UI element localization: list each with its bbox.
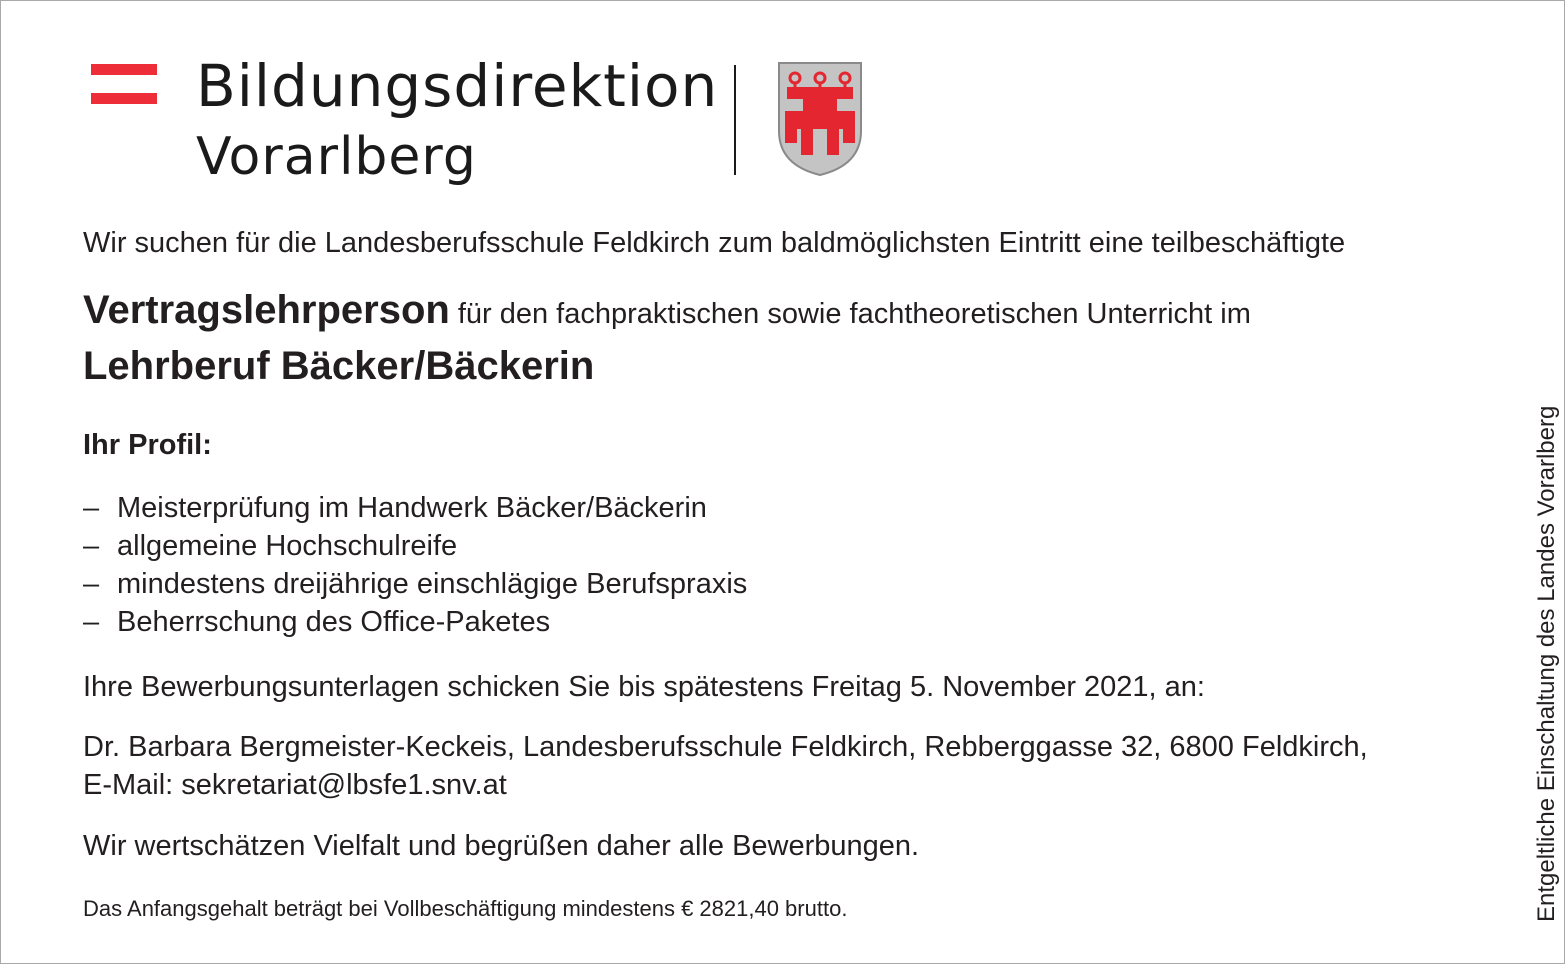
list-marker: –: [83, 492, 100, 524]
contact-address: Dr. Barbara Bergmeister-Keckeis, Landesberufsschule Feldkirch, Rebberggasse 32, 6800 Feldkirch,: [83, 731, 1368, 763]
position-title: Vertragslehrperson: [83, 288, 450, 332]
requirement-text: allgemeine Hochschulreife: [117, 530, 458, 562]
profession-title: Lehrberuf Bäcker/Bäckerin: [83, 344, 595, 388]
intro-text: Wir suchen für die Landesberufsschule Feldkirch zum baldmöglichsten Eintritt eine teilbeschäftigte: [83, 227, 1346, 259]
list-item: [83, 527, 747, 565]
organization-name: Bildungsdirektion: [196, 52, 719, 120]
list-item: [83, 489, 747, 527]
austrian-flag-icon: [91, 64, 157, 104]
requirement-text: Beherrschung des Office-Paketes: [117, 606, 551, 638]
vorarlberg-coat-of-arms-icon: [777, 61, 863, 177]
organization-region: Vorarlberg: [196, 127, 477, 187]
requirement-text: mindestens dreijährige einschlägige Berufspraxis: [117, 568, 748, 600]
list-marker: –: [83, 568, 100, 600]
list-item: [83, 565, 747, 603]
contact-email: E-Mail: sekretariat@lbsfe1.snv.at: [83, 769, 507, 801]
position-detail: für den fachpraktischen sowie fachtheoretischen Unterricht im: [457, 298, 1251, 330]
application-deadline: Ihre Bewerbungsunterlagen schicken Sie bis spätestens Freitag 5. November 2021, an:: [83, 671, 1205, 703]
list-marker: –: [83, 530, 100, 562]
requirement-text: Meisterprüfung im Handwerk Bäcker/Bäckerin: [117, 492, 707, 524]
salary-note: Das Anfangsgehalt beträgt bei Vollbeschäftigung mindestens € 2821,40 brutto.: [83, 896, 848, 921]
list-item: [83, 603, 747, 641]
list-marker: –: [83, 606, 100, 638]
logo-divider: [734, 65, 736, 175]
requirements-list: [83, 489, 747, 641]
position-heading: [83, 288, 1251, 333]
profile-heading: Ihr Profil:: [83, 429, 212, 461]
diversity-statement: Wir wertschätzen Vielfalt und begrüßen daher alle Bewerbungen.: [83, 830, 920, 862]
paid-advertisement-note: Entgeltliche Einschaltung des Landes Vorarlberg: [1533, 405, 1560, 922]
